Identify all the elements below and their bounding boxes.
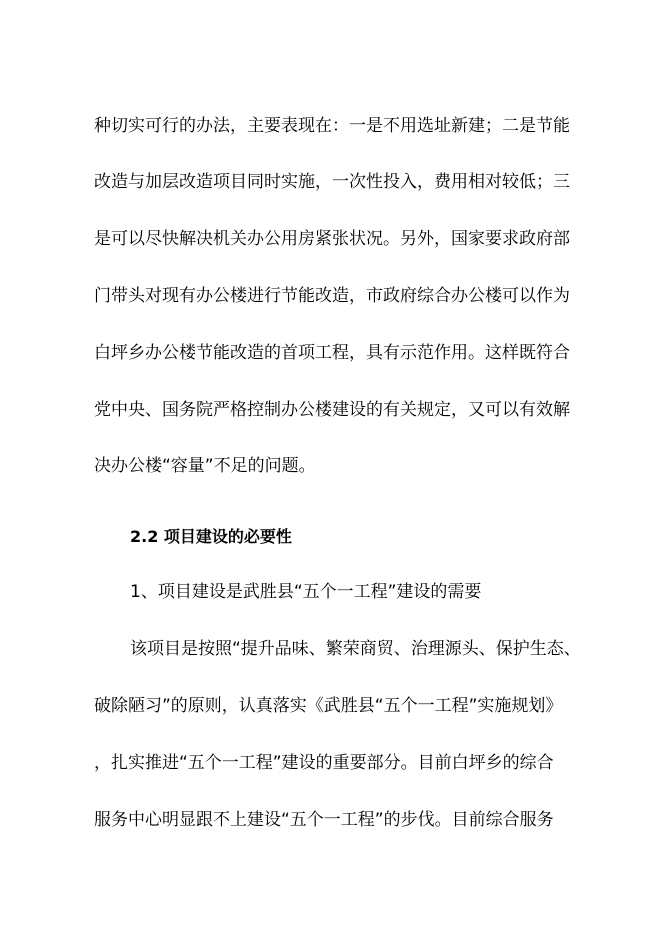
paragraph-line: 服务中心明显跟不上建设“五个一工程”的步伐。目前综合服务 <box>94 810 554 830</box>
item-title: 1、项目建设是武胜县“五个一工程”建设的需要 <box>130 582 482 602</box>
paragraph-line: 该项目是按照“提升品味、繁荣商贸、治理源头、保护生态、 <box>130 639 581 659</box>
paragraph-line: 白坪乡办公楼节能改造的首项工程，具有示范作用。这样既符合 <box>94 343 570 363</box>
paragraph-line: ，扎实推进“五个一工程”建设的重要部分。目前白坪乡的综合 <box>94 753 554 773</box>
section-heading: 2.2 项目建设的必要性 <box>130 527 292 546</box>
paragraph-line: 门带头对现有办公楼进行节能改造，市政府综合办公楼可以作为 <box>94 286 570 306</box>
paragraph-line: 决办公楼“容量”不足的问题。 <box>94 456 316 476</box>
paragraph-line: 种切实可行的办法，主要表现在：一是不用选址新建；二是节能 <box>94 116 570 136</box>
paragraph-line: 是可以尽快解决机关办公用房紧张状况。另外，国家要求政府部 <box>94 229 570 249</box>
paragraph-line: 党中央、国务院严格控制办公楼建设的有关规定，又可以有效解 <box>94 400 570 420</box>
paragraph-line: 破除陋习”的原则，认真落实《武胜县“五个一工程”实施规划》 <box>94 696 563 716</box>
paragraph-line: 改造与加层改造项目同时实施，一次性投入，费用相对较低；三 <box>94 172 570 192</box>
